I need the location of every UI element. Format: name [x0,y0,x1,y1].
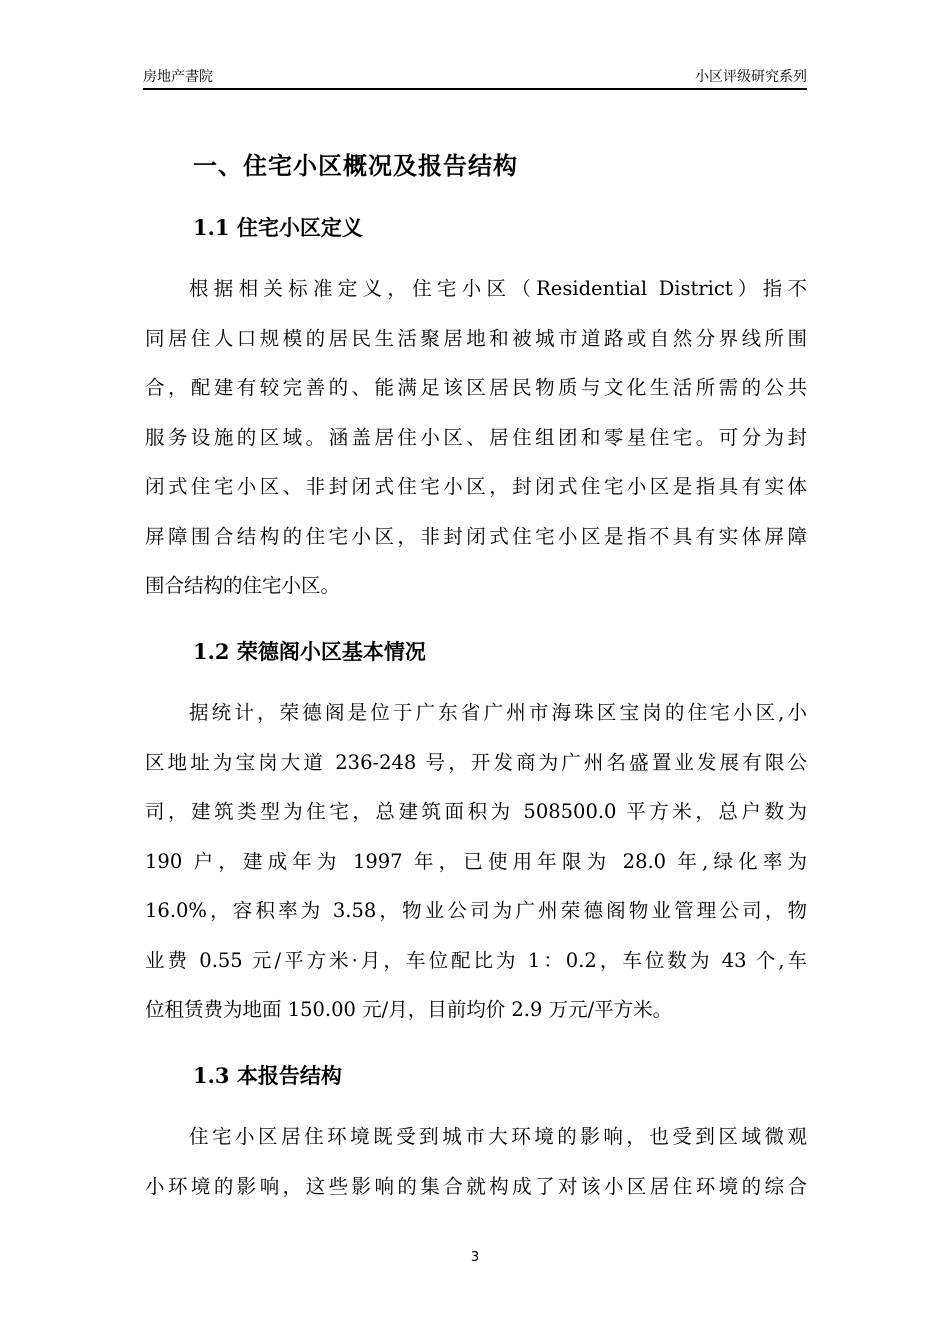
page-number: 3 [470,1250,480,1265]
text-line: 位租赁费为地面 150.00 元/月，目前均价 2.9 万元/平方米。 [145,998,673,1021]
text-line: 16.0%，容积率为 3.58，物业公司为广州荣德阁物业管理公司，物 [145,899,807,922]
text-line: 业费 0.55 元/平方米·月，车位配比为 1：0.2，车位数为 43 个,车 [145,948,807,972]
page-header [143,66,807,88]
text-line: 小环境的影响，这些影响的集合就构成了对该小区居住环境的综合 [145,1174,807,1198]
text-line: 围合结构的住宅小区。 [145,574,341,597]
section-1-2-body [145,688,807,1035]
section-heading-1-3: 1.3 本报告结构 [193,1063,342,1088]
text-line: 服务设施的区域。涵盖居住小区、居住组团和零星住宅。可分为封 [145,425,807,449]
text-line: 同居住人口规模的居民生活聚居地和被城市道路或自然分界线所围 [145,326,807,350]
text-line: 合，配建有较完善的、能满足该区居民物质与文化生活所需的公共 [145,376,807,399]
text-line: 190 户，建成年为 1997 年，已使用年限为 28.0 年,绿化率为 [145,849,807,873]
text-line: 闭式住宅小区、非封闭式住宅小区，封闭式住宅小区是指具有实体 [145,475,807,498]
section-1-1-body [145,264,807,611]
section-heading-1-1: 1.1 住宅小区定义 [193,215,363,240]
text-line: 司，建筑类型为住宅，总建筑面积为 508500.0 平方米，总户数为 [145,800,807,823]
text-line: 屏障围合结构的住宅小区，非封闭式住宅小区是指不具有实体屏障 [145,524,807,548]
text-line: 区地址为宝岗大道 236-248 号，开发商为广州名盛置业发展有限公 [145,750,807,774]
text-line: 据统计，荣德阁是位于广东省广州市海珠区宝岗的住宅小区,小 [189,701,807,724]
header-divider [143,88,807,90]
chapter-title: 一、住宅小区概况及报告结构 [193,151,518,180]
section-heading-1-2: 1.2 荣德阁小区基本情况 [193,639,426,664]
header-series: 小区评级研究系列 [695,69,807,85]
header-publisher: 房地产書院 [143,69,213,85]
text-line: 根据相关标准定义，住宅小区（Residential District）指不 [189,277,807,300]
text-line: 住宅小区居住环境既受到城市大环境的影响，也受到区域微观 [189,1125,807,1148]
section-1-3-body [145,1112,807,1211]
